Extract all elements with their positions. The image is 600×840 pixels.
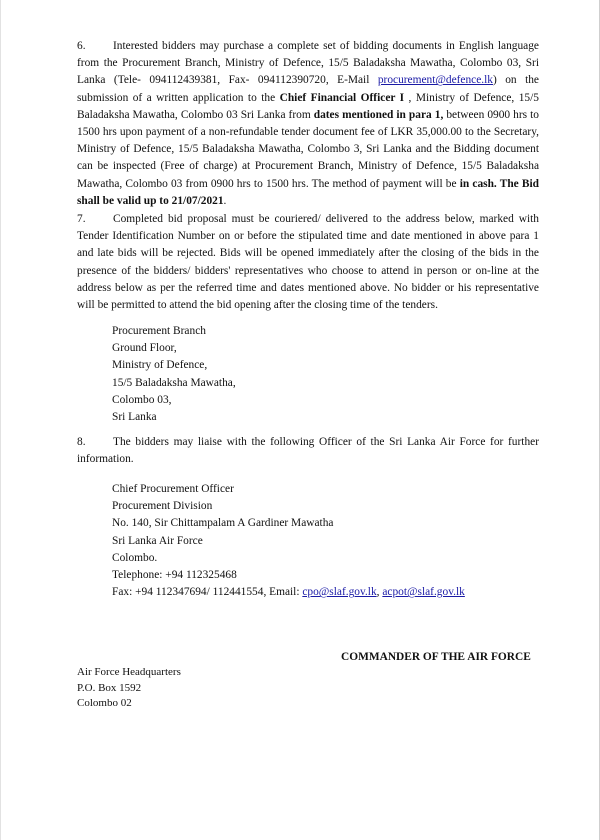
paragraph-text: ) on the submission of a written application to the (77, 74, 539, 104)
contact-line: Procurement Division (112, 500, 213, 513)
contact-line: Telephone: +94 112325468 (112, 569, 237, 582)
contact-line: Chief Procurement Officer (112, 483, 234, 495)
contact-block (112, 481, 465, 601)
paragraph-text: Completed bid proposal must be couriered/ delivered to the address below, marked with Tender Identification Number on or before the stipulated time and date mentioned in above para 1 and late bids will be rejected. Bids will be opened immediately after the closing of the bids in the presence of the bidders/ bidders' representatives who choose to attend in person or on-line at the address below as per the referred time and dates mentioned above. No bidder or his representative will be permitted to attend the bid opening after the closing time of the tenders. (77, 213, 539, 312)
contact-line: No. 140, Sir Chittampalam A Gardiner Mawatha (112, 517, 334, 530)
address-line: Ministry of Defence, (112, 359, 208, 372)
paragraph-6 (77, 38, 539, 210)
paragraph-number: 6. (77, 40, 86, 52)
fax-email-line (112, 584, 465, 601)
paragraph-text: The bidders may liaise with the following Officer of the Sri Lanka Air Force for further information. (77, 436, 539, 466)
hq-line: Air Force Headquarters (77, 666, 181, 678)
paragraph-7 (77, 211, 539, 314)
hq-line: P.O. Box 1592 (77, 681, 142, 694)
commander-signature: COMMANDER OF THE AIR FORCE (341, 651, 531, 663)
paragraph-number: 8. (77, 436, 86, 448)
paragraph-number: 7. (77, 213, 86, 225)
bold-text: in cash. The Bid shall be valid up to 21/07/2021 (77, 177, 539, 207)
contact-line: Colombo. (112, 551, 158, 564)
address-line: Colombo 03, (112, 393, 172, 406)
address-line: Sri Lanka (112, 411, 157, 424)
headquarters-address (77, 665, 181, 712)
paragraph-text: between 0900 hrs to 1500 hrs upon payment of a non-refundable tender document fee of LKR 35,000.00 to the Secretary, Ministry of Defence, 15/5 Baladaksha Mawatha, Colombo 3, Sri Lanka and the Bidding document can be inspected (Free of charge) at Procurement Branch, Ministry of Defence, 15/5 Baladaksha Mawatha, Colombo 03 from 0900 hrs to 1500 hrs. The method of payment will be (77, 108, 539, 190)
bold-text: Chief Financial Officer I (279, 91, 405, 104)
address-block (112, 323, 236, 426)
address-line: Procurement Branch (112, 325, 206, 337)
contact-line: Sri Lanka Air Force (112, 534, 203, 547)
procurement-email-link[interactable]: procurement@defence.lk (377, 74, 493, 87)
hq-line: Colombo 02 (77, 697, 132, 709)
separator: , (376, 586, 383, 599)
acpot-email-link[interactable]: acpot@slaf.gov.lk (382, 586, 465, 599)
address-line: 15/5 Baladaksha Mawatha, (112, 376, 236, 389)
paragraph-8 (77, 434, 539, 468)
paragraph-text: . (223, 194, 227, 207)
paragraph-text: Interested bidders may purchase a complete set of bidding documents in English language from the Procurement Branch, Ministry of Defence, 15/5 Baladaksha Mawatha, Colombo 03, Sri Lanka (Tele- 094112439381, Fax- 094112390720, E-Mail (77, 40, 539, 87)
address-line: Ground Floor, (112, 342, 177, 355)
bold-text: dates mentioned in para 1, (313, 108, 444, 121)
cpo-email-link[interactable]: cpo@slaf.gov.lk (302, 586, 377, 599)
paragraph-text: , Ministry of Defence, 15/5 Baladaksha Mawatha, Colombo 03 Sri Lanka from (77, 91, 539, 121)
fax-text: Fax: +94 112347694/ 112441554, Email: (112, 586, 303, 599)
